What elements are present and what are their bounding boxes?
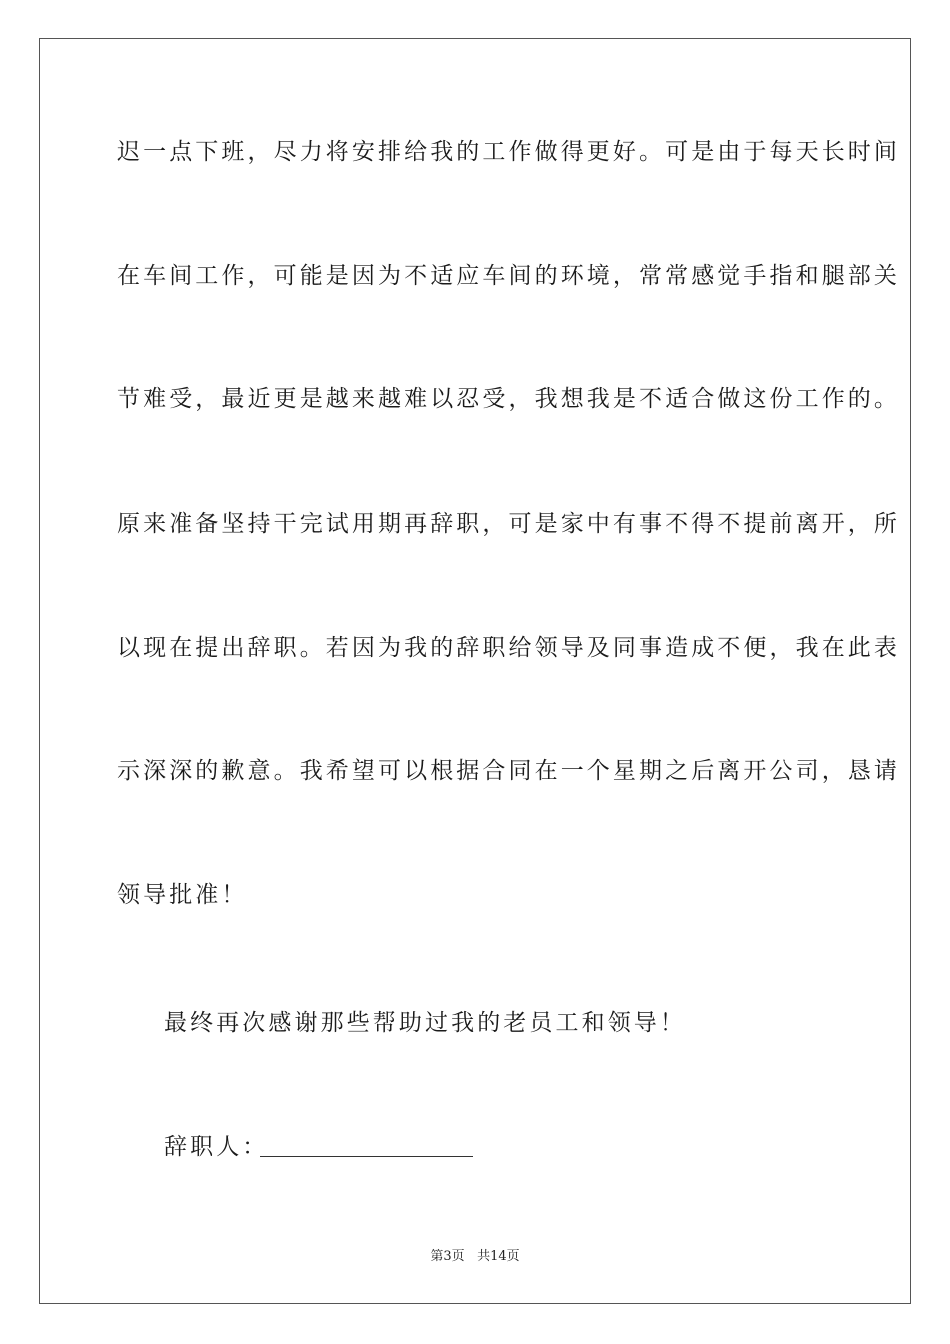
- closing-line: 最终再次感谢那些帮助过我的老员工和领导！: [164, 1010, 686, 1036]
- footer-spacer: [465, 1249, 477, 1264]
- body-line-1: 迟一点下班，尽力将安排给我的工作做得更好。可是由于每天长时间: [117, 139, 900, 165]
- page-frame: [39, 38, 911, 1304]
- body-line-2: 在车间工作，可能是因为不适应车间的环境，常常感觉手指和腿部关: [117, 263, 900, 289]
- page-total: 共14页: [477, 1249, 520, 1264]
- body-line-6: 示深深的歉意。我希望可以根据合同在一个星期之后离开公司，恳请: [117, 758, 900, 784]
- body-line-3: 节难受，最近更是越来越难以忍受，我想我是不适合做这份工作的。: [117, 386, 900, 412]
- body-line-4: 原来准备坚持干完试用期再辞职，可是家中有事不得不提前离开，所: [117, 511, 900, 537]
- signature-label: 辞职人：: [164, 1134, 269, 1160]
- body-line-5: 以现在提出辞职。若因为我的辞职给领导及同事造成不便，我在此表: [117, 635, 900, 661]
- signature-blank: [260, 1156, 473, 1157]
- page-footer: [0, 1248, 950, 1266]
- page-current: 第3页: [430, 1249, 465, 1264]
- body-line-7: 领导批准！: [117, 882, 248, 908]
